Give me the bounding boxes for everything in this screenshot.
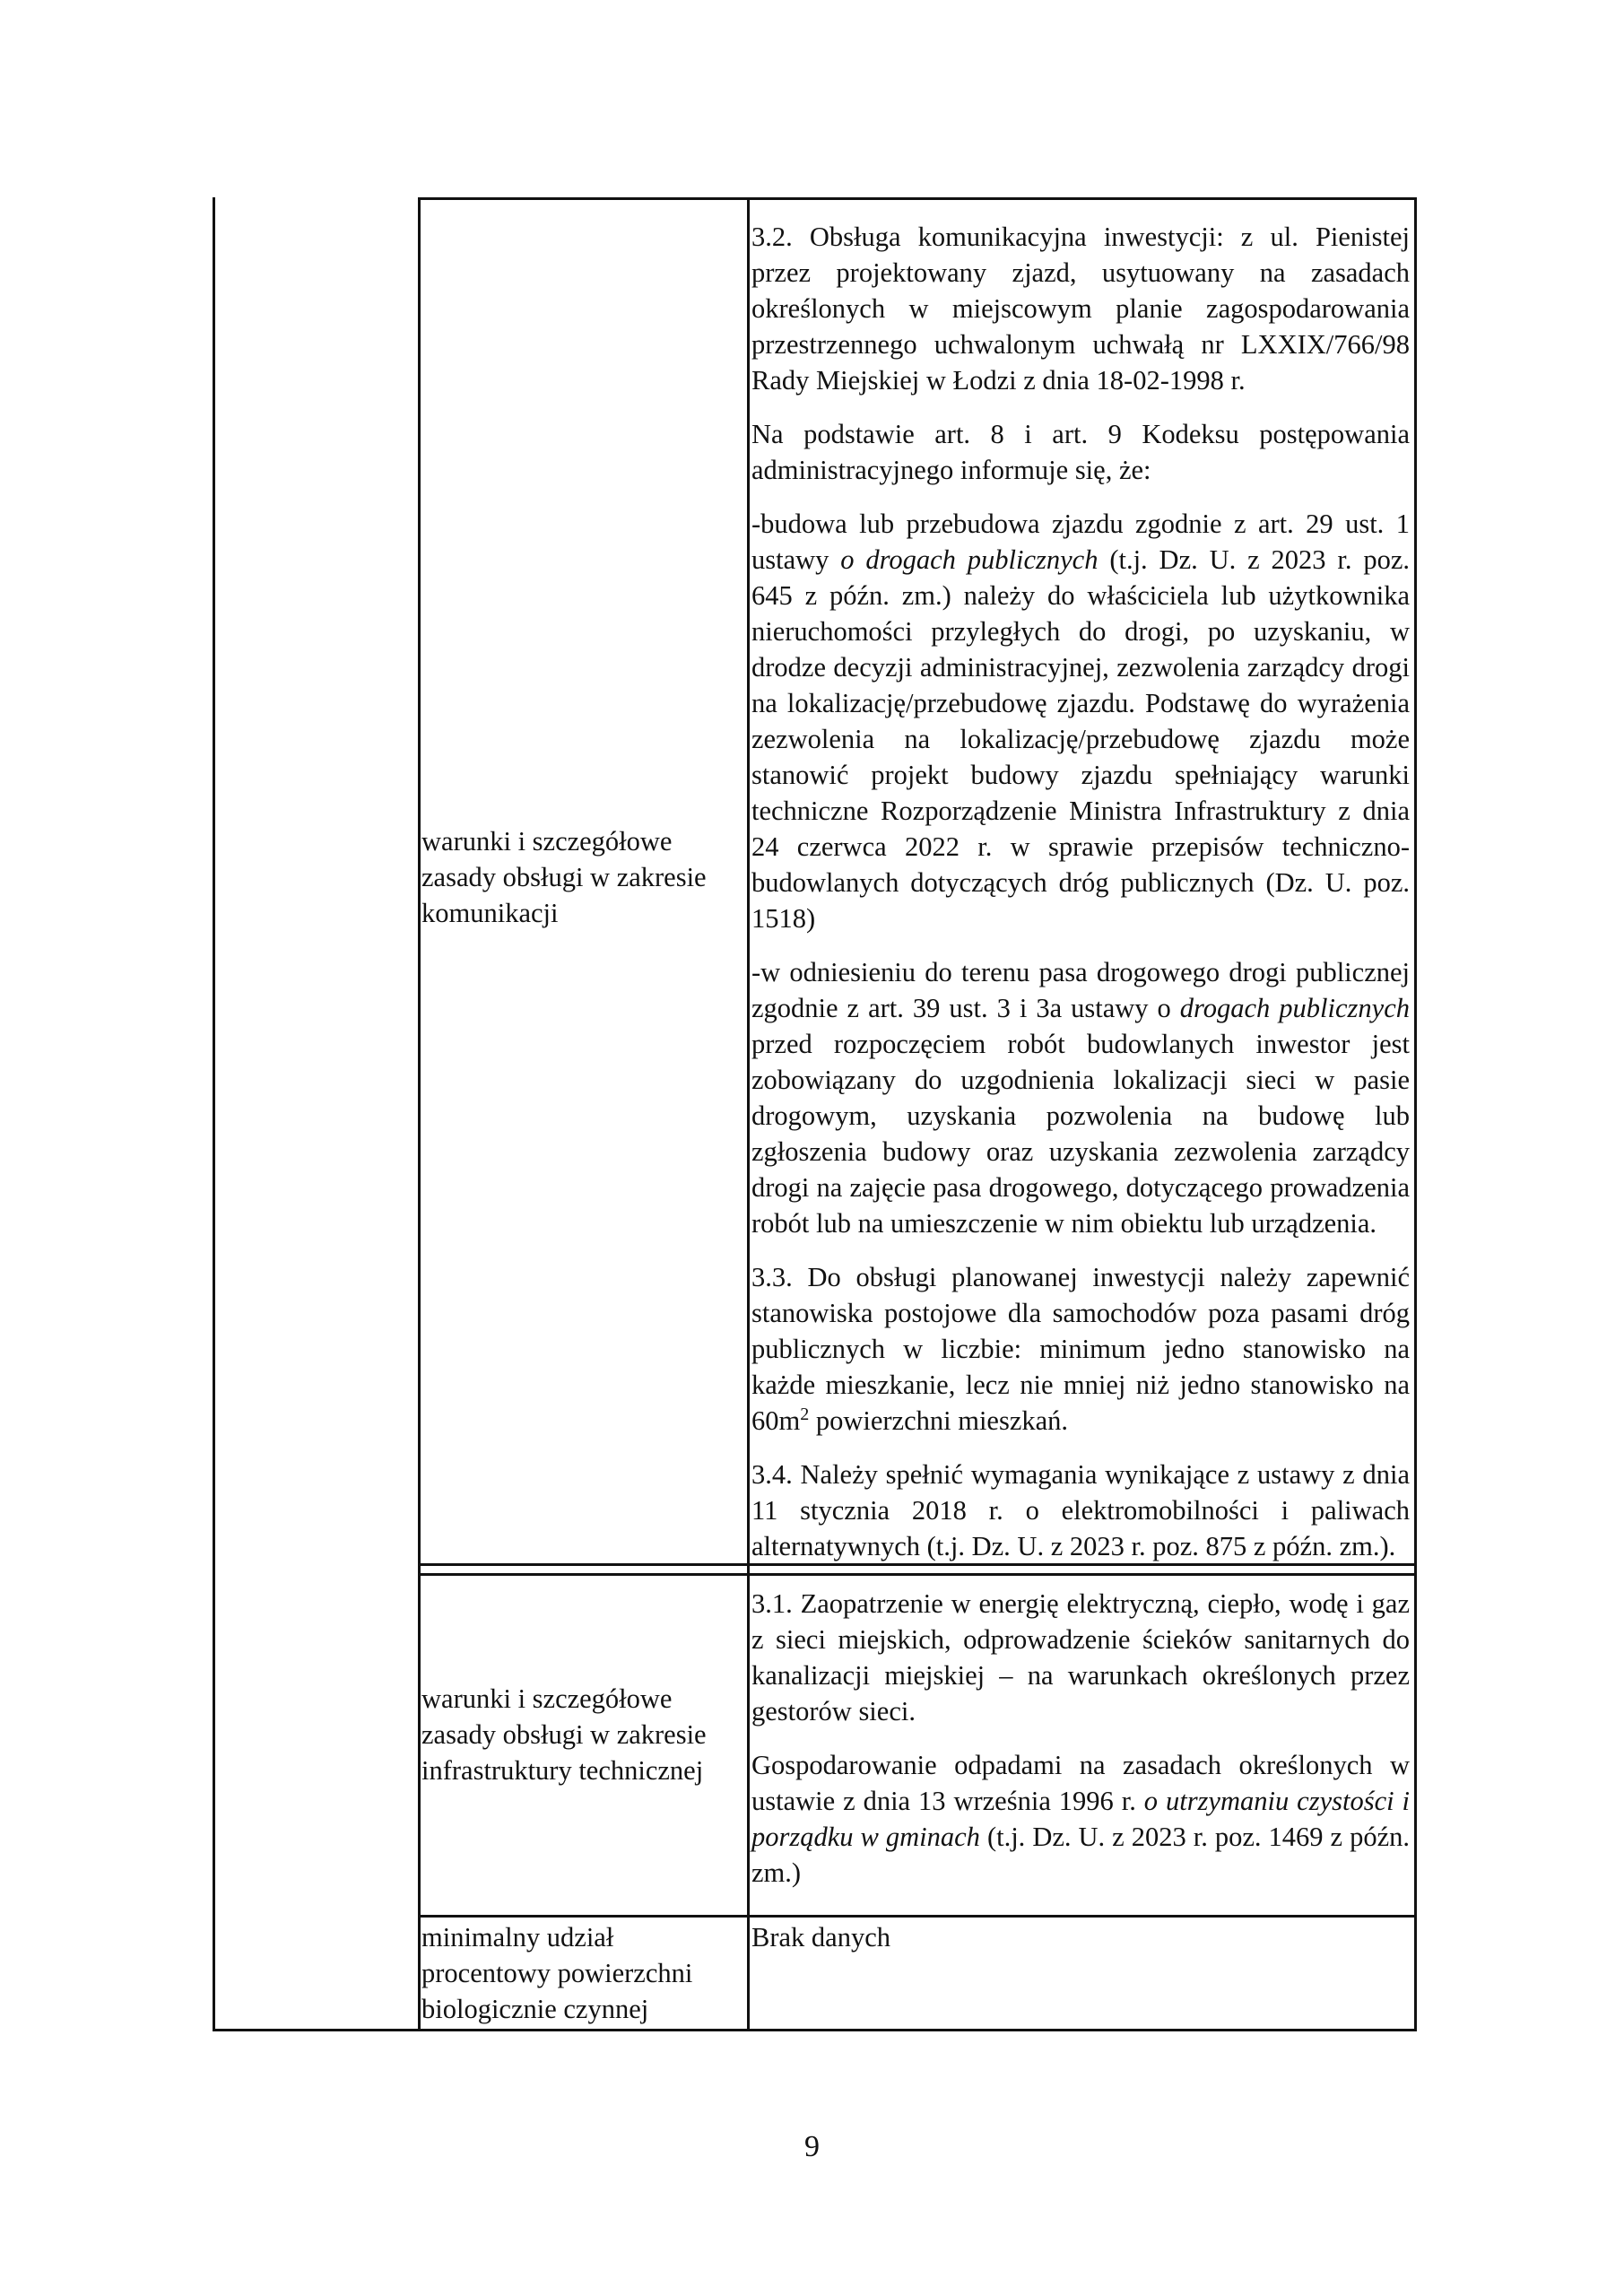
paragraph: [751, 1747, 1410, 1891]
content-column-left-border: [747, 197, 750, 2031]
text-run: 3.2. Obsługa komunikacyjna inwestycji: z ul. Pienistej przez projektowany zjazd, usytuowany na zasadach określonych w miejscowym planie zagospodarowania przestrzennego uchwalonym uchwałą nr LXXIX/766/98 Rady Miejskiej w Łodzi z dnia 18-02-1998 r.: [751, 222, 1410, 396]
italic-text: drogach publicznych: [1179, 993, 1410, 1023]
text-run: przed rozpoczęciem robót budowlanych inwestor jest zobowiązany do uzgodnienia lokalizacji sieci w pasie drogowym, uzyskania pozwolenia na budowę lub zgłoszenia budowy oraz uzyskania zezwolenia zarządcy drogi na zajęcie pasa drogowego, dotyczącego prowadzenia robót lub na umieszczenie w nim obiektu lub urządzenia.: [751, 1029, 1410, 1239]
row-label-infrastruktura: warunki i szczegółowe zasady obsługi w zakresie infrastruktury technicznej: [421, 1683, 707, 1786]
row-content-infrastruktura: [751, 1586, 1410, 1891]
text-run: Na podstawie art. 8 i art. 9 Kodeksu postępowania administracyjnego informuje się, że:: [751, 419, 1410, 485]
table-right-border: [1414, 197, 1417, 2031]
text-run: powierzchni mieszkań.: [809, 1405, 1069, 1436]
paragraph: [751, 1259, 1410, 1439]
paragraph: [751, 416, 1410, 488]
italic-text: o drogach publicznych: [840, 544, 1099, 575]
table-top-border: [418, 197, 1417, 200]
text-run: -w odniesieniu do terenu pasa drogowego drogi publicznej zgodnie z art. 39 ust. 3 i 3a ustawy o: [751, 957, 1410, 1023]
table-left-border: [213, 197, 215, 2031]
text-run: (t.j. Dz. U. z 2023 r. poz. 1469 z późn. zm.): [751, 1822, 1410, 1888]
text-run: Gospodarowanie odpadami na zasadach określonych w ustawie z dnia 13 września 1996 r.: [751, 1750, 1410, 1816]
superscript-text: 2: [800, 1404, 810, 1424]
row-separator-2: [418, 1915, 1417, 1918]
text-run: Brak danych: [751, 1922, 890, 1952]
paragraph: [751, 1457, 1410, 1564]
text-run: -budowa lub przebudowa zjazdu zgodnie z art. 29 ust. 1 ustawy: [751, 509, 1410, 575]
text-run: 3.4. Należy spełnić wymagania wynikające z ustawy z dnia 11 stycznia 2018 r. o elektromobilności i paliwach alternatywnych (t.j. Dz. U. z 2023 r. poz. 875 z późn. zm.).: [751, 1459, 1410, 1561]
paragraph: [751, 219, 1410, 398]
paragraph: [751, 954, 1410, 1241]
row-label-komunikacja: warunki i szczegółowe zasady obsługi w zakresie komunikacji: [421, 826, 707, 928]
text-run: 3.1. Zaopatrzenie w energię elektryczną, ciepło, wodę i gaz z sieci miejskich, odprowadzenie ścieków sanitarnych do kanalizacji miejskiej – na warunkach określonych przez gestorów sieci.: [751, 1588, 1410, 1726]
paragraph: [751, 1919, 1410, 1955]
italic-text: o utrzymaniu czystości i porządku w gminach: [751, 1786, 1410, 1852]
text-run: (t.j. Dz. U. z 2023 r. poz. 645 z późn. zm.) należy do właściciela lub użytkownika nieruchomości przyległych do drogi, po uzyskaniu, w drodze decyzji administracyjnej, zezwolenia zarządcy drogi na lokalizację/przebudowę zjazdu. Podstawę do wyrażenia zezwolenia na lokalizację/przebudowę zjazdu może stanowić projekt budowy zjazdu spełniający warunki techniczne Rozporządzenie Ministra Infrastruktury z dnia 24 czerwca 2022 r. w sprawie przepisów techniczno-budowlanych dotyczących dróg publicznych (Dz. U. poz. 1518): [751, 544, 1410, 934]
paragraph: [751, 1586, 1410, 1729]
table-bottom-border: [213, 2029, 1417, 2031]
label-column-left-border: [418, 197, 421, 2031]
row-content-powierzchnia-biologiczna: [751, 1919, 1410, 1955]
text-run: 3.3. Do obsługi planowanej inwestycji należy zapewnić stanowiska postojowe dla samochodów poza pasami dróg publicznych w liczbie: minimum jedno stanowisko na każde mieszkanie, lecz nie mniej niż jedno stanowisko na 60m: [751, 1262, 1410, 1436]
row-content-komunikacja: [751, 219, 1410, 1564]
row-label-powierzchnia-biologiczna: minimalny udział procentowy powierzchni biologicznie czynnej: [421, 1922, 693, 2024]
paragraph: [751, 506, 1410, 936]
page-number: 9: [804, 2130, 820, 2163]
row-separator-1b: [418, 1573, 1417, 1576]
